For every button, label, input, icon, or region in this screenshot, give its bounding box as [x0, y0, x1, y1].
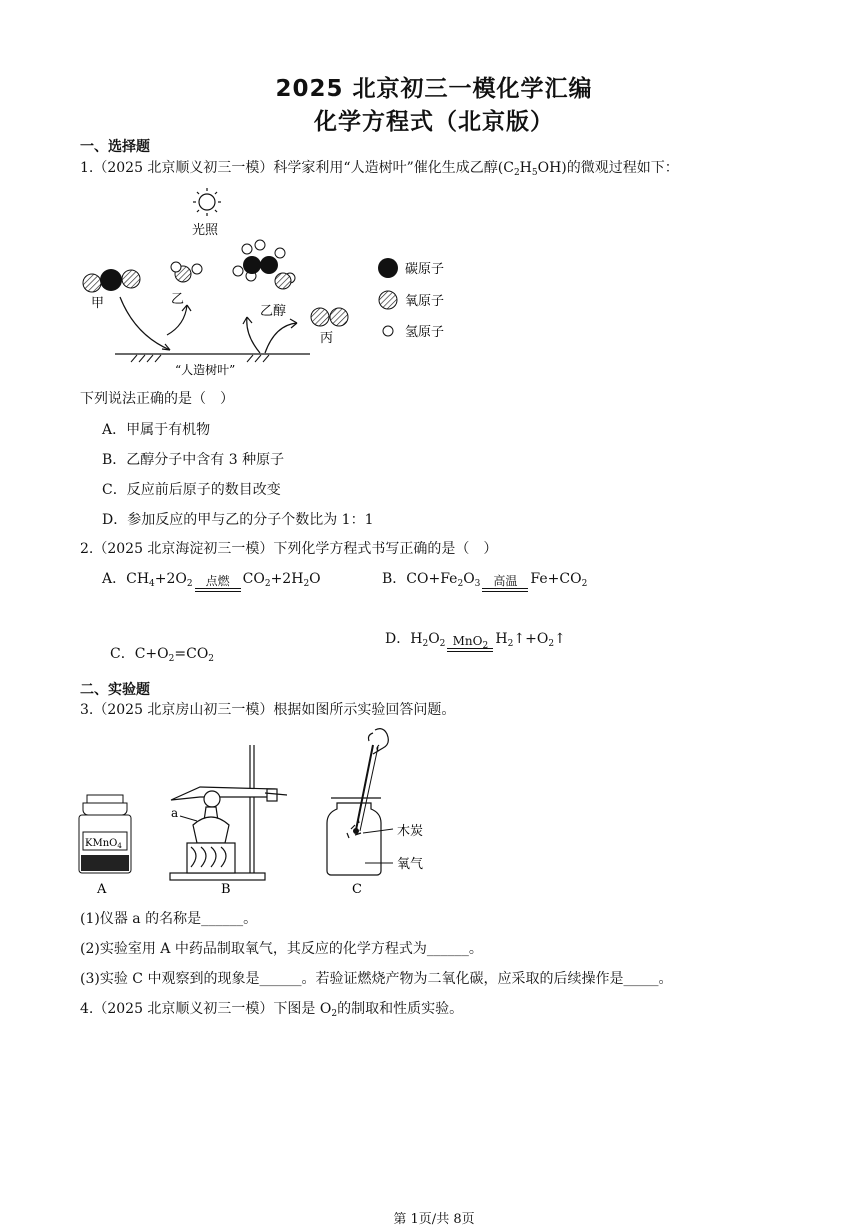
label-charcoal: 木炭: [397, 824, 424, 839]
legend-hydrogen-label: 氢原子: [405, 325, 445, 340]
molecule-yi: [171, 262, 202, 282]
question-1-prompt: 下列说法正确的是（ ）: [80, 391, 234, 407]
section-heading-choice: 一、选择题: [80, 139, 150, 155]
question-2-option-d: D．$H_2O_2$ MnO$_2$ $H_2↑+O_2↑$: [385, 628, 566, 662]
document-title-line1: 2025 北京初三一模化学汇编: [275, 76, 593, 102]
legend-oxygen-symbol: [379, 291, 397, 309]
reagent-bottle: [79, 795, 131, 873]
molecule-ethanol: [233, 240, 295, 289]
question-2-option-c: C．$C+O_2=CO_2$: [110, 646, 215, 664]
figure-label-c: C: [352, 882, 362, 897]
sun-label: 光照: [192, 223, 219, 238]
alcohol-lamp-stand: [170, 745, 287, 880]
question-2-stem: 2.（2025 北京海淀初三一模）下列化学方程式书写正确的是（ ）: [80, 541, 498, 557]
leaf-label: “人造树叶”: [175, 363, 236, 377]
page-number: 第 1页/共 8页: [393, 1212, 475, 1227]
question-3-figure: [75, 725, 445, 900]
label-instrument-a: a: [171, 806, 179, 820]
legend-carbon-symbol: [378, 258, 398, 278]
figure-label-b: B: [221, 882, 231, 897]
question-4-stem: 4.（2025 北京顺义初三一模）下图是 $O_2$的制取和性质实验。: [80, 1001, 464, 1019]
gas-jar: [327, 729, 388, 875]
label-oxygen-gas: 氧气: [397, 857, 424, 872]
section-heading-experiment: 二、实验题: [80, 682, 150, 698]
sun-icon: [193, 188, 221, 216]
question-1-option-b: B．乙醇分子中含有 3 种原子: [102, 452, 285, 468]
question-2-option-b: B．$CO+Fe_2O_3$ 高温 $Fe+CO_2$: [382, 568, 587, 602]
legend-oxygen-label: 氧原子: [405, 294, 445, 309]
question-1-option-a: A．甲属于有机物: [102, 422, 211, 438]
figure-label-a: A: [97, 882, 107, 897]
leaf-hatching: [131, 355, 269, 362]
label-bing: 丙: [320, 331, 334, 346]
reaction-condition-d: MnO$_2$: [447, 634, 493, 662]
bottle-label: KMnO$_4$: [85, 838, 122, 850]
question-3-stem: 3.（2025 北京房山初三一模）根据如图所示实验回答问题。: [80, 702, 456, 718]
molecule-bing: [311, 308, 348, 326]
legend-carbon-label: 碳原子: [405, 262, 445, 277]
legend: [378, 258, 444, 340]
question-3-sub-2: (2)实验室用 A 中药品制取氧气，其反应的化学方程式为______。: [80, 941, 483, 957]
charcoal-piece: [353, 828, 359, 834]
reaction-condition-b: 高温: [482, 574, 528, 602]
document-title-line2: 化学方程式（北京版）: [314, 109, 554, 135]
reaction-condition-a: 点燃: [195, 574, 241, 602]
legend-hydrogen-symbol: [383, 326, 393, 336]
question-1-stem: 1.（2025 北京顺义初三一模）科学家利用“人造树叶”催化生成乙醇$(C_2H_5OH)$的微观过程如下：: [80, 160, 679, 178]
question-1-option-d: D．参加反应的甲与乙的分子个数比为 1：1: [102, 512, 374, 528]
question-1-option-c: C．反应前后原子的数目改变: [102, 482, 281, 498]
question-3-sub-1: (1)仪器 a 的名称是______。: [80, 911, 258, 927]
question-2-option-a: A．$CH_4+2O_2$ 点燃 $CO_2+2H_2O$: [102, 568, 321, 602]
label-yi: 乙: [171, 292, 185, 307]
question-3-sub-3: (3)实验 C 中观察到的现象是______。若验证燃烧产物为二氧化碳，应采取的后续操作是_____。: [80, 971, 673, 987]
pointer-line-a: [180, 816, 197, 821]
question-1-figure: [75, 185, 475, 385]
label-jia: 甲: [91, 296, 105, 311]
label-ethanol: 乙醇: [260, 304, 287, 319]
molecule-jia: [83, 269, 140, 292]
